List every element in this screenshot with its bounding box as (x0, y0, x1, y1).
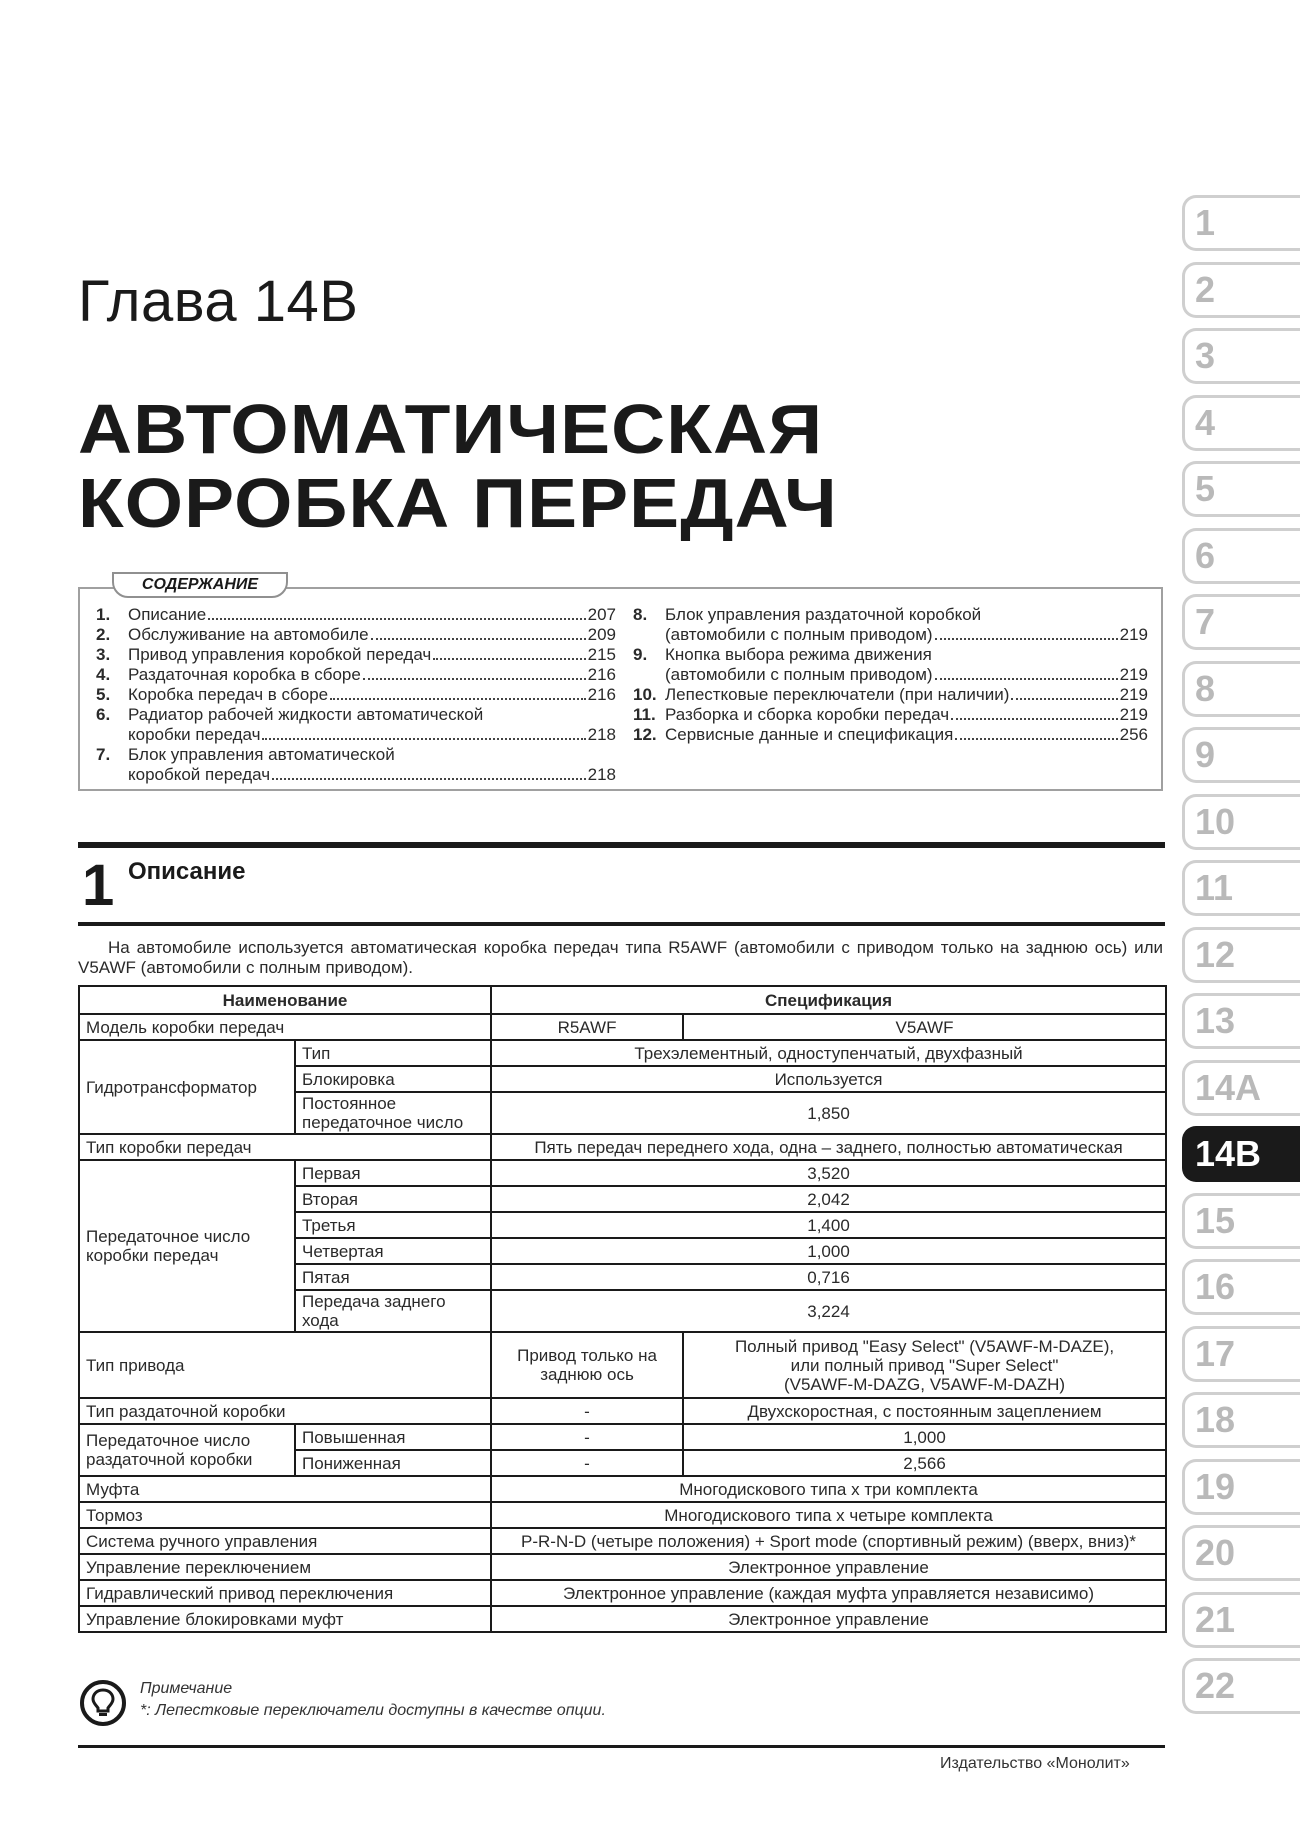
chapter-label: Глава 14В (78, 269, 359, 334)
page-title (78, 392, 838, 540)
row-label: Тип коробки передач (79, 1134, 491, 1160)
drive-v-line: (V5AWF-M-DAZG, V5AWF-M-DAZH) (783, 1374, 1066, 1394)
row-label: Гидротрансформатор (79, 1040, 295, 1134)
toc-leader (951, 705, 1118, 720)
sub-label: Тип (295, 1040, 491, 1066)
toc-right-column (633, 605, 1148, 745)
table-row (79, 1424, 1166, 1450)
table-row (79, 1528, 1166, 1554)
intro-paragraph: На автомобиле используется автоматическая коробка передач типа R5AWF (автомобили с приводом только на заднюю ось) или V5AWF (автомобили с полным приводом). (78, 938, 1163, 977)
toc-item (96, 745, 616, 765)
chapter-tab[interactable]: 11 (1182, 860, 1300, 916)
sub-label: Вторая (295, 1186, 491, 1212)
chapter-tab[interactable]: 5 (1182, 461, 1300, 517)
chapter-tab[interactable]: 10 (1182, 794, 1300, 850)
toc-item-page: 219 (1119, 665, 1148, 684)
value-cell: 2,566 (683, 1450, 1166, 1476)
value-cell: 0,716 (491, 1264, 1166, 1290)
value-cell: Многодискового типа х три комплекта (491, 1476, 1166, 1502)
chapter-tab[interactable]: 2 (1182, 262, 1300, 318)
toc-item-page: 209 (587, 625, 616, 644)
value-cell: 1,850 (491, 1092, 1166, 1134)
toc-item-text: Блок управления раздаточной коробкой (665, 605, 982, 624)
toc-item-continued (633, 665, 1148, 685)
toc-item-text-cont: коробки передач (128, 725, 261, 744)
chapter-tab[interactable]: 21 (1182, 1592, 1300, 1648)
toc-item-text: Раздаточная коробка в сборе (128, 665, 361, 684)
toc-item-body (633, 625, 1148, 645)
toc-item-page: 218 (587, 765, 616, 784)
chapter-tab[interactable]: 16 (1182, 1259, 1300, 1315)
toc-leader (262, 725, 585, 740)
value-cell: - (491, 1424, 683, 1450)
model-r5awf: R5AWF (491, 1014, 683, 1040)
toc-leader (1011, 685, 1117, 700)
toc-item (96, 685, 616, 705)
value-cell: Многодискового типа х четыре комплекта (491, 1502, 1166, 1528)
value-cell: Трехэлементный, одноступенчатый, двухфазный (491, 1040, 1166, 1066)
chapter-tab[interactable]: 1 (1182, 195, 1300, 251)
chapter-tab[interactable]: 14В (1182, 1126, 1300, 1182)
chapter-tab[interactable]: 9 (1182, 727, 1300, 783)
table-row (79, 1580, 1166, 1606)
table-row (79, 1040, 1166, 1066)
toc-leader (272, 765, 586, 780)
row-label: Тип раздаточной коробки (79, 1398, 491, 1424)
sub-label: Блокировка (295, 1066, 491, 1092)
sub-label: Третья (295, 1212, 491, 1238)
toc-item-text: Описание (128, 605, 207, 624)
row-label: Передаточное число раздаточной коробки (79, 1424, 295, 1476)
table-row (79, 1332, 1166, 1398)
value-cell: Электронное управление (каждая муфта управляется независимо) (491, 1580, 1166, 1606)
toc-item-text: Лепестковые переключатели (при наличии) (665, 685, 1010, 704)
spec-table (78, 985, 1167, 1633)
table-row (79, 1160, 1166, 1186)
chapter-tab[interactable]: 19 (1182, 1459, 1300, 1515)
toc-item (96, 605, 616, 625)
chapter-tab[interactable]: 7 (1182, 594, 1300, 650)
toc-item-number: 1. (96, 605, 111, 624)
model-v5awf: V5AWF (683, 1014, 1166, 1040)
chapter-tab[interactable]: 4 (1182, 395, 1300, 451)
value-cell: 1,400 (491, 1212, 1166, 1238)
header-spec: Спецификация (491, 986, 1166, 1014)
toc-item-number: 9. (633, 645, 648, 664)
toc-box (78, 587, 1163, 791)
toc-item (96, 705, 616, 725)
toc-item-number: 6. (96, 705, 111, 724)
toc-item-body (128, 665, 616, 685)
toc-item (96, 625, 616, 645)
toc-item-page: 216 (587, 685, 616, 704)
toc-item-text-cont: (автомобили с полным приводом) (665, 625, 933, 644)
value-cell: - (491, 1398, 683, 1424)
toc-item-page: 216 (587, 665, 616, 684)
toc-item-page: 219 (1119, 685, 1148, 704)
toc-item-page: 256 (1119, 725, 1148, 744)
toc-item-number: 12. (633, 725, 657, 744)
value-cell: 1,000 (683, 1424, 1166, 1450)
row-label: Муфта (79, 1476, 491, 1502)
toc-item-page: 207 (587, 605, 616, 624)
section-rule-top (78, 842, 1165, 848)
row-label: Гидравлический привод переключения (79, 1580, 491, 1606)
row-label: Модель коробки передач (79, 1014, 491, 1040)
row-label: Тип привода (79, 1332, 491, 1398)
toc-item-body (128, 625, 616, 645)
publisher: Издательство «Монолит» (940, 1755, 1130, 1772)
chapter-tab[interactable]: 3 (1182, 328, 1300, 384)
toc-item-body (128, 685, 616, 705)
toc-item (96, 645, 616, 665)
toc-item-body (665, 725, 1148, 745)
toc-item-number: 3. (96, 645, 111, 664)
chapter-tab[interactable]: 8 (1182, 661, 1300, 717)
toc-item-text-cont: (автомобили с полным приводом) (665, 665, 933, 684)
value-cell (683, 1332, 1166, 1398)
table-row (79, 1502, 1166, 1528)
section-rule-bottom (78, 922, 1165, 926)
toc-item-text: Сервисные данные и спецификация (665, 725, 954, 744)
sub-label: Пониженная (295, 1450, 491, 1476)
sub-label: Передача заднего хода (295, 1290, 491, 1332)
toc-leader (433, 645, 585, 660)
table-row (79, 1554, 1166, 1580)
chapter-tab[interactable]: 12 (1182, 927, 1300, 983)
section-number: 1 (82, 853, 115, 918)
toc-item-continued (96, 725, 616, 745)
chapter-tab[interactable]: 14А (1182, 1060, 1300, 1116)
title-line-1: АВТОМАТИЧЕСКАЯ (78, 390, 824, 468)
toc-leader (955, 725, 1117, 740)
value-cell: 3,520 (491, 1160, 1166, 1186)
chapter-tab[interactable]: 20 (1182, 1525, 1300, 1581)
toc-item-text-cont: коробкой передач (128, 765, 271, 784)
value-cell: - (491, 1450, 683, 1476)
chapter-tab[interactable]: 22 (1182, 1658, 1300, 1714)
toc-item-body (128, 745, 616, 765)
row-label: Управление блокировками муфт (79, 1606, 491, 1632)
toc-item-text: Привод управления коробкой передач (128, 645, 432, 664)
toc-leader (935, 665, 1118, 680)
note-text: *: Лепестковые переключатели доступны в качестве опции. (140, 1702, 606, 1719)
sub-label: Пятая (295, 1264, 491, 1290)
toc-heading: СОДЕРЖАНИЕ (112, 572, 288, 598)
table-row (79, 1606, 1166, 1632)
chapter-tab[interactable]: 18 (1182, 1392, 1300, 1448)
toc-item-page: 218 (587, 725, 616, 744)
toc-item-page: 215 (587, 645, 616, 664)
toc-item-number: 7. (96, 745, 111, 764)
value-cell: Электронное управление (491, 1606, 1166, 1632)
drive-v-line: Полный привод "Easy Select" (V5AWF-M-DAZE), (734, 1336, 1115, 1356)
value-cell: Двухскоростная, с постоянным зацеплением (683, 1398, 1166, 1424)
title-line-2: КОРОБКА ПЕРЕДАЧ (78, 464, 838, 542)
toc-item-page: 219 (1119, 625, 1148, 644)
toc-left-column (96, 605, 616, 785)
table-header-row (79, 986, 1166, 1014)
toc-item-body (665, 685, 1148, 705)
chapter-tab[interactable]: 15 (1182, 1193, 1300, 1249)
row-label: Управление переключением (79, 1554, 491, 1580)
toc-item-text: Обслуживание на автомобиле (128, 625, 369, 644)
value-cell: Используется (491, 1066, 1166, 1092)
row-label: Система ручного управления (79, 1528, 491, 1554)
toc-item-text: Разборка и сборка коробки передач (665, 705, 950, 724)
toc-item (96, 665, 616, 685)
toc-item-continued (633, 625, 1148, 645)
value-cell: Привод только на заднюю ось (491, 1332, 683, 1398)
toc-item-body (128, 605, 616, 625)
toc-item-number: 10. (633, 685, 657, 704)
table-row (79, 1398, 1166, 1424)
toc-item (633, 645, 1148, 665)
toc-item (633, 705, 1148, 725)
chapter-tab[interactable]: 13 (1182, 993, 1300, 1049)
table-row (79, 1134, 1166, 1160)
toc-item-number: 5. (96, 685, 111, 704)
table-row (79, 1014, 1166, 1040)
toc-item-body (128, 645, 616, 665)
value-cell: 2,042 (491, 1186, 1166, 1212)
value-cell: Электронное управление (491, 1554, 1166, 1580)
value-cell: 3,224 (491, 1290, 1166, 1332)
toc-leader (371, 625, 586, 640)
toc-item-number: 4. (96, 665, 111, 684)
sub-label: Постоянное передаточное число (295, 1092, 491, 1134)
section-title: Описание (128, 858, 246, 885)
toc-item (633, 605, 1148, 625)
toc-leader (208, 605, 585, 620)
toc-item-number: 2. (96, 625, 111, 644)
toc-item-text: Коробка передач в сборе (128, 685, 329, 704)
toc-item-body (96, 765, 616, 785)
value-cell: 1,000 (491, 1238, 1166, 1264)
toc-item-text: Радиатор рабочей жидкости автоматической (128, 705, 484, 724)
value-cell: Пять передач переднего хода, одна – заднего, полностью автоматическая (491, 1134, 1166, 1160)
sub-label: Первая (295, 1160, 491, 1186)
toc-item-body (633, 665, 1148, 685)
toc-item-text: Блок управления автоматической (128, 745, 395, 764)
toc-leader (330, 685, 586, 700)
toc-item-number: 8. (633, 605, 648, 624)
toc-item-body (96, 725, 616, 745)
toc-item-page: 219 (1119, 705, 1148, 724)
sub-label: Повышенная (295, 1424, 491, 1450)
toc-leader (935, 625, 1118, 640)
header-name: Наименование (79, 986, 491, 1014)
toc-item-body (128, 705, 616, 725)
toc-item (633, 685, 1148, 705)
toc-item-text: Кнопка выбора режима движения (665, 645, 932, 664)
toc-item (633, 725, 1148, 745)
toc-item-body (665, 605, 1148, 625)
chapter-tab[interactable]: 17 (1182, 1326, 1300, 1382)
footer-rule (78, 1745, 1165, 1748)
value-cell: P-R-N-D (четыре положения) + Sport mode (спортивный режим) (вверх, вниз)* (491, 1528, 1166, 1554)
row-label: Передаточное число коробки передач (79, 1160, 295, 1332)
table-row (79, 1476, 1166, 1502)
note-title: Примечание (140, 1680, 233, 1697)
lightbulb-icon (80, 1680, 126, 1726)
toc-item-body (665, 645, 1148, 665)
row-label: Тормоз (79, 1502, 491, 1528)
chapter-tab[interactable]: 6 (1182, 528, 1300, 584)
toc-leader (363, 665, 586, 680)
toc-item-body (665, 705, 1148, 725)
toc-item-continued (96, 765, 616, 785)
toc-item-number: 11. (633, 705, 656, 724)
drive-v-line: или полный привод "Super Select" (790, 1355, 1059, 1375)
sub-label: Четвертая (295, 1238, 491, 1264)
